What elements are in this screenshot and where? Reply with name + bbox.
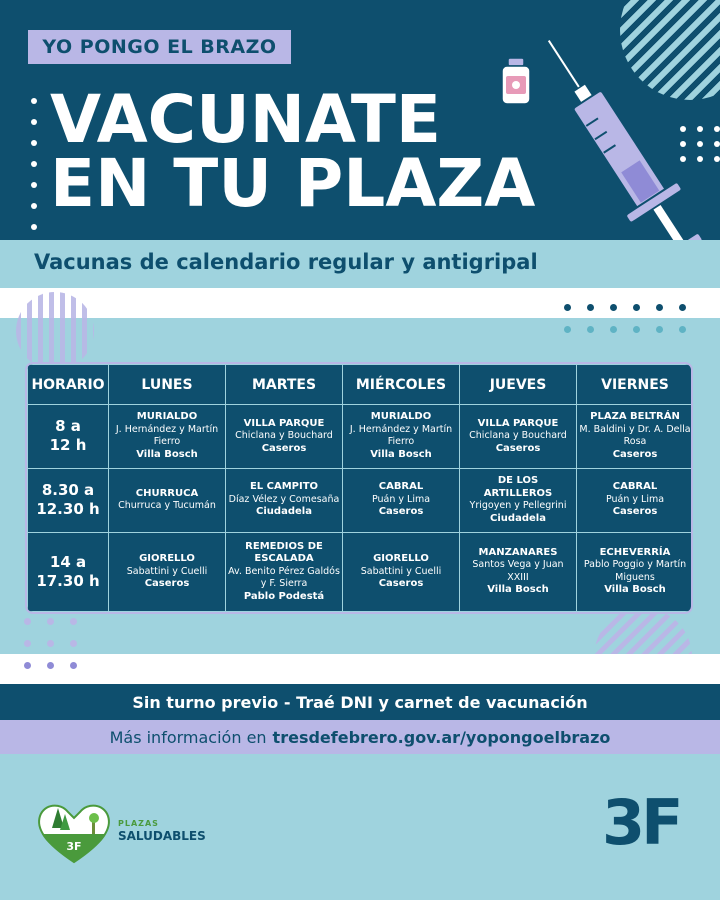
time-cell: 8.30 a 12.30 h [28, 468, 109, 532]
plazas-saludables-logo: PLAZAS SALUDABLES [118, 819, 206, 843]
location-cell: GIORELLO Sabattini y Cuelli Caseros [343, 532, 460, 611]
striped-circle-left [16, 292, 94, 370]
requirements-banner: Sin turno previo - Traé DNI y carnet de vacunación [0, 684, 720, 720]
location-cell: MURIALDO J. Hernández y Martín Fierro Villa Bosch [109, 405, 226, 469]
location-cell: DE LOS ARTILLEROS Yrigoyen y Pellegrini Ciudadela [460, 468, 577, 532]
title-line-2: EN TU PLAZA [50, 145, 536, 222]
location-cell: VILLA PARQUE Chiclana y Bouchard Caseros [460, 405, 577, 469]
location-cell: CABRAL Puán y Lima Caseros [343, 468, 460, 532]
plazas-saludables-logo-icon [34, 798, 114, 864]
tres-de-febrero-logo: 3F [602, 786, 680, 859]
location-cell: GIORELLO Sabattini y Cuelli Caseros [109, 532, 226, 611]
location-cell: MANZANARES Santos Vega y Juan XXIII Villa Bosch [460, 532, 577, 611]
white-divider-top [0, 288, 720, 318]
location-cell: MURIALDO J. Hernández y Martín Fierro Villa Bosch [343, 405, 460, 469]
time-cell: 8 a 12 h [28, 405, 109, 469]
header-horario: HORARIO [28, 365, 109, 405]
vaccine-vial-icon [498, 56, 534, 106]
schedule-table [25, 362, 693, 614]
svg-text:3F: 3F [66, 840, 82, 853]
subtitle: Vacunas de calendario regular y antigripal [34, 250, 538, 274]
location-cell: CABRAL Puán y Lima Caseros [577, 468, 694, 532]
dots-row-5 [24, 662, 77, 669]
more-info-banner [0, 720, 720, 754]
time-cell: 14 a 17.30 h [28, 532, 109, 611]
location-cell: CHURRUCA Churruca y Tucumán [109, 468, 226, 532]
header-martes: MARTES [226, 365, 343, 405]
location-cell: PLAZA BELTRÁN M. Baldini y Dr. A. Della Rosa Caseros [577, 405, 694, 469]
table-row [28, 532, 694, 611]
white-divider-bottom [0, 654, 720, 684]
more-info-prefix: Más información en [109, 727, 267, 747]
table-row [28, 468, 694, 532]
header-lunes: LUNES [109, 365, 226, 405]
campaign-tag: YO PONGO EL BRAZO [28, 30, 291, 64]
location-cell: VILLA PARQUE Chiclana y Bouchard Caseros [226, 405, 343, 469]
table-header-row [28, 365, 694, 405]
main-title [50, 81, 536, 222]
dots-row-4 [24, 640, 77, 647]
header-viernes: VIERNES [577, 365, 694, 405]
more-info-link[interactable]: tresdefebrero.gov.ar/yopongoelbrazo [272, 727, 611, 747]
dots-decoration-left [31, 98, 37, 245]
header-jueves: JUEVES [460, 365, 577, 405]
dots-row-3 [24, 618, 77, 625]
title-line-1: VACUNATE [50, 81, 442, 158]
location-cell: REMEDIOS DE ESCALADA Av. Benito Pérez Galdós y F. Sierra Pablo Podestá [226, 532, 343, 611]
dots-row-2 [564, 326, 686, 333]
table-row [28, 405, 694, 469]
location-cell: EL CAMPITO Díaz Vélez y Comesaña Ciudadela [226, 468, 343, 532]
dots-row-1 [564, 304, 686, 311]
location-cell: ECHEVERRÍA Pablo Poggio y Martín Miguens Villa Bosch [577, 532, 694, 611]
header-miercoles: MIÉRCOLES [343, 365, 460, 405]
